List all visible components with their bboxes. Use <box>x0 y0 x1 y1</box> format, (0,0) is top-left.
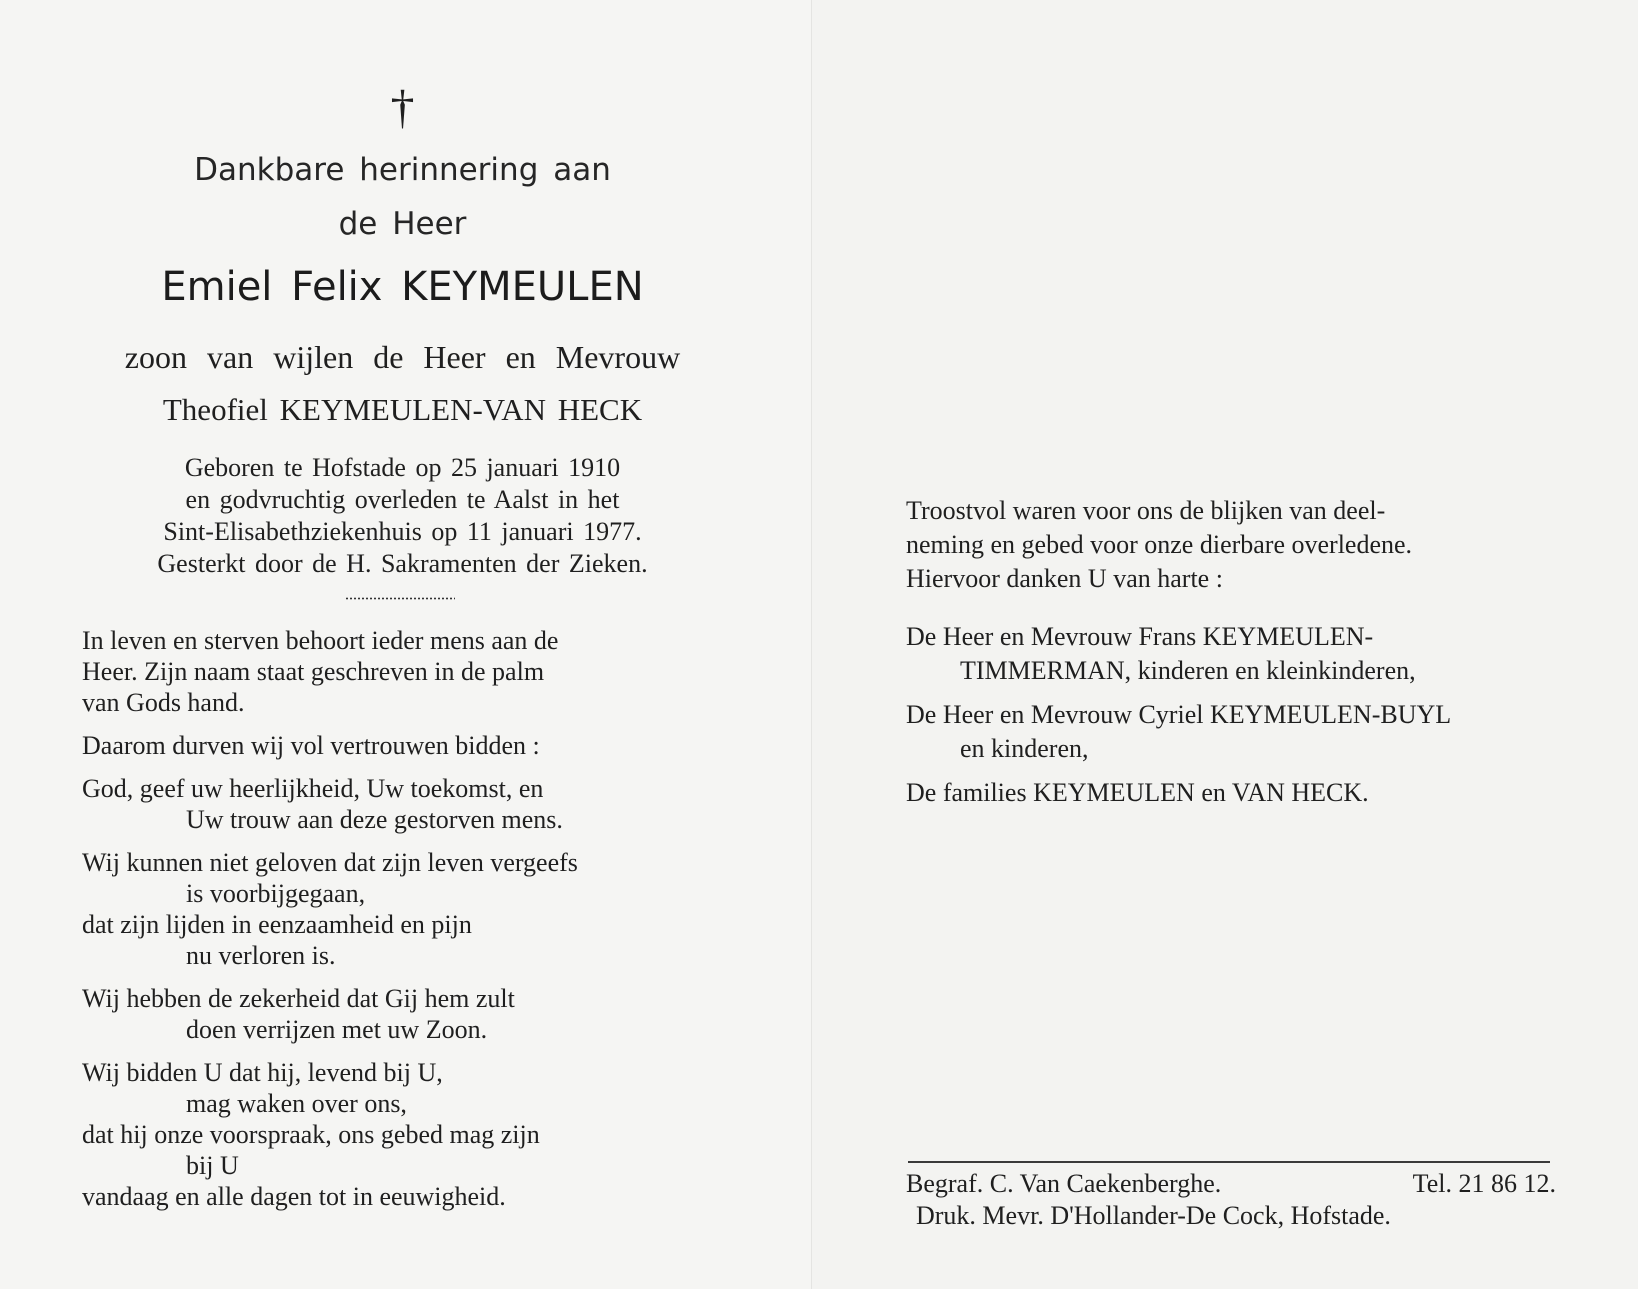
thanks-paragraph <box>906 494 1556 596</box>
dotted-divider <box>345 597 455 600</box>
prayer-line: Uw trouw aan deze gestorven mens. <box>186 805 563 834</box>
prayer-line: Wij kunnen niet geloven dat zijn leven vergeefs <box>82 848 578 877</box>
heading-line-1: Dankbare herinnering aan <box>194 152 611 188</box>
family-entry <box>906 776 1556 810</box>
undertaker-name: Begraf. C. Van Caekenberghe. <box>906 1169 1222 1198</box>
thanks-line: neming en gebed voor onze dierbare overledene. <box>906 530 1413 559</box>
family-line: en kinderen, <box>960 734 1089 763</box>
bio-line: Gesterkt door de H. Sakramenten der Zieken. <box>157 549 648 578</box>
prayer-text <box>82 625 732 1224</box>
prayer-paragraph <box>82 1057 732 1212</box>
prayer-paragraph <box>82 847 732 971</box>
cross-symbol: † <box>390 81 415 134</box>
prayer-line: dat zijn lijden in eenzaamheid en pijn <box>82 910 472 939</box>
prayer-line: bij U <box>186 1151 239 1180</box>
printer-info <box>906 1168 1556 1232</box>
bio-line: Geboren te Hofstade op 25 januari 1910 <box>184 453 621 482</box>
deceased-name: Emiel Felix KEYMEULEN <box>161 264 644 310</box>
prayer-paragraph <box>82 773 732 835</box>
prayer-line: doen verrijzen met uw Zoon. <box>186 1015 488 1044</box>
parents-line-1: zoon van wijlen de Heer en Mevrouw <box>124 339 681 375</box>
family-line: De families KEYMEULEN en VAN HECK. <box>906 778 1369 807</box>
undertaker-row <box>906 1168 1556 1200</box>
parents-line-2: Theofiel KEYMEULEN-VAN HECK <box>162 392 643 427</box>
family-line: De Heer en Mevrouw Cyriel KEYMEULEN-BUYL <box>906 700 1452 729</box>
prayer-line: mag waken over ons, <box>186 1089 407 1118</box>
family-line: TIMMERMAN, kinderen en kleinkinderen, <box>960 656 1416 685</box>
family-entry <box>906 698 1556 766</box>
prayer-paragraph <box>82 983 732 1045</box>
biography <box>80 452 725 580</box>
prayer-line: In leven en sterven behoort ieder mens aan de <box>82 626 559 655</box>
prayer-paragraph <box>82 730 732 761</box>
prayer-line: Daarom durven wij vol vertrouwen bidden : <box>82 731 540 760</box>
thanks-line: Troostvol waren voor ons de blijken van deel- <box>906 496 1386 525</box>
family-line: De Heer en Mevrouw Frans KEYMEULEN- <box>906 622 1374 651</box>
thanks-section <box>906 494 1556 820</box>
bio-line: Sint-Elisabethziekenhuis op 11 januari 1977. <box>163 517 642 546</box>
prayer-line: vandaag en alle dagen tot in eeuwigheid. <box>82 1182 506 1211</box>
prayer-paragraph <box>82 625 732 718</box>
prayer-line: Wij bidden U dat hij, levend bij U, <box>82 1058 443 1087</box>
prayer-line: nu verloren is. <box>186 941 336 970</box>
bio-line: en godvruchtig overleden te Aalst in het <box>185 485 620 514</box>
prayer-line: van Gods hand. <box>82 688 245 717</box>
prayer-line: God, geef uw heerlijkheid, Uw toekomst, en <box>82 774 544 803</box>
printer-rule <box>908 1161 1550 1163</box>
thanks-line: Hiervoor danken U van harte : <box>906 564 1223 593</box>
left-panel <box>0 0 812 1289</box>
heading-line-2: de Heer <box>338 206 467 242</box>
prayer-line: Heer. Zijn naam staat geschreven in de palm <box>82 657 545 686</box>
printer-name: Druk. Mevr. D'Hollander-De Cock, Hofstade. <box>916 1201 1391 1230</box>
undertaker-phone: Tel. 21 86 12. <box>1412 1169 1556 1198</box>
prayer-line: is voorbijgegaan, <box>186 879 366 908</box>
prayer-line: dat hij onze voorspraak, ons gebed mag zijn <box>82 1120 540 1149</box>
family-entry <box>906 620 1556 688</box>
prayer-line: Wij hebben de zekerheid dat Gij hem zult <box>82 984 515 1013</box>
